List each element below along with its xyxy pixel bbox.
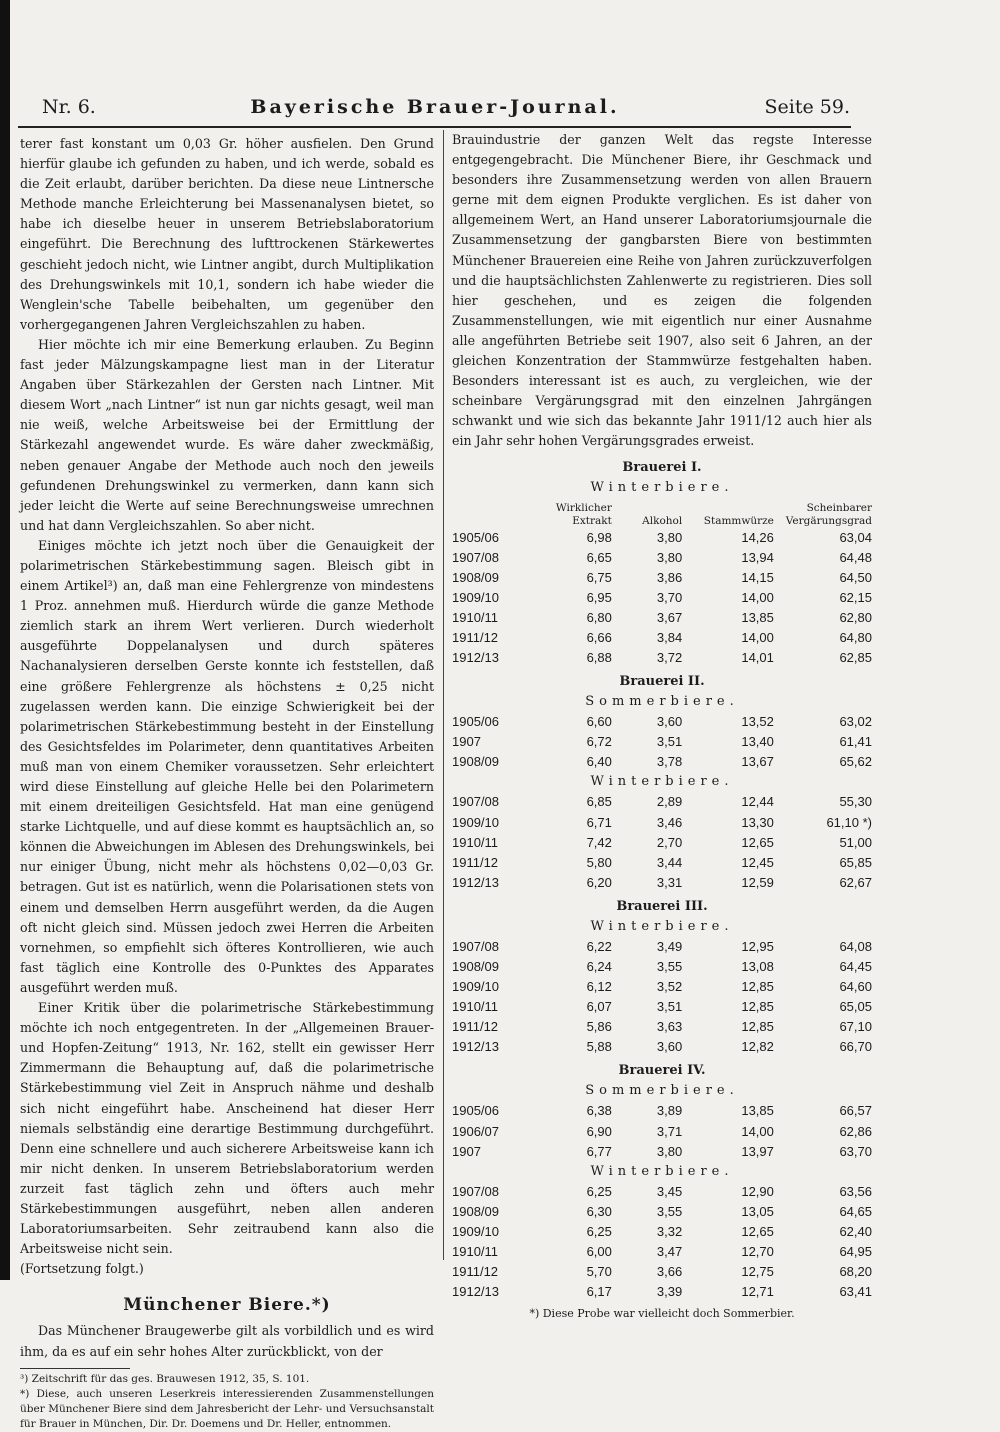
cell-extrakt: 6,71 <box>586 814 612 830</box>
cell-extrakt: 6,72 <box>586 734 612 750</box>
cell-alkohol: 3,51 <box>656 734 683 750</box>
cell-year: 1909/10 <box>452 1223 499 1239</box>
cell-alkohol: 3,49 <box>656 938 683 954</box>
cell-vergaerung: 64,48 <box>839 549 872 565</box>
cell-alkohol: 3,80 <box>656 529 683 545</box>
cell-extrakt: 6,20 <box>586 874 612 890</box>
col-stammwuerze: Stammwürze <box>703 514 774 527</box>
cell-vergaerung: 62,86 <box>839 1123 872 1139</box>
paragraph: terer fast konstant um 0,03 Gr. höher ausfielen. Den Grund hierfür glaube ich gefunden zu haben, und ich werde, sobald es die Zeit erlaubt, darüber berichten. Da diese neue Lintnersche Methode manche Erleichterung bei Massenanalysen bietet, so habe ich dieselbe heuer in unserem Betriebslaboratorium eingeführt. Die Berechnung des lufttrockenen Stärkewertes geschieht jedoch nicht, wie Lintner angibt, durch Multiplikation des Drehungswinkels mit 10,1, sondern ich habe wieder die Wenglein'sche Tabelle beibehalten, um gegenüber den vorhergegangenen Jahren Vergleichszahlen zu haben. <box>20 136 434 332</box>
cell-year: 1906/07 <box>452 1123 499 1139</box>
cell-stammwuerze: 14,00 <box>741 589 774 605</box>
cell-year: 1912/13 <box>452 874 499 890</box>
cell-vergaerung: 64,08 <box>839 938 872 954</box>
brewery-title: Brauerei III. <box>616 898 708 914</box>
cell-stammwuerze: 12,82 <box>741 1039 774 1055</box>
cell-vergaerung: 65,62 <box>839 754 872 770</box>
cell-alkohol: 3,44 <box>656 854 683 870</box>
cell-year: 1907/08 <box>452 938 499 954</box>
cell-stammwuerze: 12,59 <box>741 874 774 890</box>
cell-alkohol: 3,70 <box>656 589 683 605</box>
cell-vergaerung: 63,70 <box>839 1143 872 1159</box>
season-label: Winterbiere. <box>590 774 734 790</box>
journal-title: Bayerische Brauer-Journal. <box>250 96 620 118</box>
cell-vergaerung: 66,70 <box>839 1039 872 1055</box>
cell-stammwuerze: 14,01 <box>741 650 774 666</box>
column-divider <box>443 130 444 1260</box>
cell-stammwuerze: 13,85 <box>741 1103 774 1119</box>
paragraph: Hier möchte ich mir eine Bemerkung erlauben. Zu Beginn fast jeder Mälzungskampagne liest man in der Literatur Angaben über Stärkezahlen der Gersten nach Lintner. Mit diesem Wort „nach Lintner“ ist nun gar nichts gesagt, weil man nie weiß, welche Arbeitsweise bei der Ermittlung der Stärkezahl angewendet wurde. Es wäre daher zweckmäßig, neben genauer Angabe der Methode auch noch den jeweils gefundenen Drehungswinkel zu vermerken, dann kann sich jeder leicht die Werte auf seine Berechnungsweise umrechnen und hat dann Vergleichszahlen. So aber nicht. <box>20 336 434 533</box>
cell-extrakt: 6,95 <box>586 589 612 605</box>
cell-extrakt: 6,98 <box>586 529 612 545</box>
cell-stammwuerze: 13,67 <box>741 754 774 770</box>
cell-stammwuerze: 12,90 <box>741 1183 774 1199</box>
cell-alkohol: 3,84 <box>656 629 683 645</box>
paragraph: Einiges möchte ich jetzt noch über die Genauigkeit der polarimetrischen Stärkebestimmung sagen. Bleisch gibt in einem Artikel³) an, daß man eine Fehlergrenze von mindestens 1 Proz. annehmen muß. Hierdurch würde die ganze Methode ziemlich stark an ihrem Wert verlieren. Durch wiederholt ausgeführte Doppelanalysen und durch späteres Nachanalysieren derselben Gerste konnte ich feststellen, daß eine größere Fehlergrenze als höchstens ± 0,25 nicht zugelassen werden kann. Die einzige Schwierigkeit bei der polarimetrischen Stärkebestimmung besteht in der Einstellung des Gesichtsfeldes im Polarimeter, denn quantitatives Arbeiten muß man von einem Chemiker voraussetzen. Sehr erleichtert wird diese Einstellung auf gleiche Helle bei den Polarimetern mit einem dreiteiligen Gesichtsfeld. Hat man eine genügend starke Lichtquelle, und auf diese kommt es hauptsächlich an, so können die Abweichungen im Ablesen des Drehungswinkels, bei nur einiger Übung, nicht mehr als höchstens 0,02—0,03 Gr. betragen. Gut ist es natürlich, wenn die Polarisationen stets von einem und demselben Herrn ausgeführt werden, da die Augen oft nicht gleich sind. Müssen jedoch zwei Herren die Arbeiten vornehmen, so empfiehlt sich öfteres Kontrollieren, wie auch fast täglich eine Kontrolle des 0-Punktes des Apparates ausgeführt werden muß. <box>20 537 434 995</box>
beer-table <box>452 498 872 669</box>
table-row <box>452 1122 872 1142</box>
table-row <box>452 1142 872 1162</box>
cell-extrakt: 6,77 <box>586 1143 612 1159</box>
cell-year: 1909/10 <box>452 979 499 995</box>
table-row <box>452 1202 872 1222</box>
table-row <box>452 873 872 893</box>
cell-year: 1911/12 <box>452 629 499 645</box>
paragraph: Brauindustrie der ganzen Welt das regste Interesse entgegengebracht. Die Münchener Biere, ihr Geschmack und besonders ihre Zusammensetzung werden von allen Brauern gerne mit dem eignen Produkte verglichen. Es ist daher von allgemeinem Wert, an Hand unserer Laboratoriumsjournale die Zusammensetzung der gangbarsten Biere von bestimmten Münchener Brauereien eine Reihe von Jahren zurückzuverfolgen und die hauptsächlichsten Zahlenwerte zu registrieren. Dies soll hier geschehen, und es zeigen die folgenden Zusammenstellungen, wie mit eigentlich nur einer Ausnahme alle angeführten Betriebe seit 1907, also seit 6 Jahren, an der gleichen Konzentration der Stammwürze festgehalten haben. Besonders interessant ist es auch, zu vergleichen, wie der scheinbare Vergärungsgrad mit den einzelnen Jahrgängen schwankt und wie sich das bekannte Jahr 1911/12 auch hier als ein Jahr sehr hohen Vergärungsgrades erweist. <box>452 132 872 449</box>
cell-year: 1912/13 <box>452 650 499 666</box>
cell-extrakt: 5,88 <box>586 1039 612 1055</box>
cell-vergaerung: 64,50 <box>839 569 872 585</box>
cell-alkohol: 3,46 <box>656 814 683 830</box>
table-footnote: *) Diese Probe war vielleicht doch Sommerbier. <box>529 1307 795 1321</box>
table-row <box>452 833 872 853</box>
cell-extrakt: 6,60 <box>586 714 612 730</box>
cell-stammwuerze: 12,85 <box>741 979 774 995</box>
cell-stammwuerze: 12,75 <box>741 1264 774 1280</box>
cell-stammwuerze: 14,00 <box>741 1123 774 1139</box>
cell-extrakt: 6,30 <box>586 1203 612 1219</box>
cell-alkohol: 3,78 <box>656 754 683 770</box>
cell-stammwuerze: 12,44 <box>741 794 774 810</box>
cell-vergaerung: 61,41 <box>839 734 872 750</box>
cell-year: 1907/08 <box>452 794 499 810</box>
cell-extrakt: 5,86 <box>586 1019 612 1035</box>
season-label: Sommerbiere. <box>585 694 739 710</box>
cell-stammwuerze: 13,97 <box>741 1143 774 1159</box>
table-row <box>452 528 872 548</box>
cell-stammwuerze: 12,45 <box>741 854 774 870</box>
cell-extrakt: 6,75 <box>586 569 612 585</box>
cell-alkohol: 3,51 <box>656 999 683 1015</box>
cell-extrakt: 6,40 <box>586 754 612 770</box>
cell-year: 1908/09 <box>452 1203 499 1219</box>
table-row <box>452 957 872 977</box>
cell-stammwuerze: 12,85 <box>741 1019 774 1035</box>
table-row <box>452 937 872 957</box>
cell-year: 1912/13 <box>452 1284 499 1300</box>
cell-vergaerung: 64,45 <box>839 959 872 974</box>
cell-vergaerung: 63,04 <box>839 529 872 545</box>
cell-alkohol: 3,89 <box>656 1103 683 1119</box>
cell-vergaerung: 65,85 <box>839 854 872 870</box>
cell-stammwuerze: 13,08 <box>741 959 774 974</box>
beer-table <box>452 937 872 1058</box>
cell-vergaerung: 65,05 <box>839 999 872 1015</box>
cell-alkohol: 3,39 <box>656 1284 683 1300</box>
paragraph: Das Münchener Braugewerbe gilt als vorbildlich und es wird ihm, da es auf ein sehr hohes Alter zurückblickt, von der <box>20 1323 434 1359</box>
cell-vergaerung: 62,15 <box>839 589 872 605</box>
cell-vergaerung: 66,57 <box>839 1103 872 1119</box>
cell-extrakt: 6,00 <box>586 1244 612 1260</box>
cell-stammwuerze: 12,70 <box>741 1244 774 1260</box>
cell-alkohol: 3,31 <box>656 874 683 890</box>
footnote-rule <box>20 1368 130 1369</box>
table-row <box>452 548 872 568</box>
cell-alkohol: 3,71 <box>656 1123 683 1139</box>
cell-year: 1910/11 <box>452 834 499 850</box>
right-column <box>452 130 872 1324</box>
table-row <box>452 1017 872 1037</box>
cell-alkohol: 3,72 <box>656 650 683 666</box>
season-label: Sommerbiere. <box>585 1083 739 1099</box>
page-number: Seite 59. <box>764 96 850 118</box>
cell-stammwuerze: 13,40 <box>741 734 774 750</box>
season-label: Winterbiere. <box>590 479 734 495</box>
cell-stammwuerze: 12,95 <box>741 938 774 954</box>
cell-extrakt: 6,25 <box>586 1223 612 1239</box>
table-row <box>452 853 872 873</box>
issue-number: Nr. 6. <box>42 96 96 118</box>
beer-table <box>452 1101 872 1161</box>
cell-alkohol: 3,60 <box>656 714 683 730</box>
cell-stammwuerze: 14,00 <box>741 629 774 645</box>
cell-year: 1907/08 <box>452 1183 499 1199</box>
cell-stammwuerze: 14,26 <box>741 529 774 545</box>
table-row <box>452 813 872 833</box>
cell-stammwuerze: 13,05 <box>741 1203 774 1219</box>
brewery-title: Brauerei II. <box>619 674 705 690</box>
cell-vergaerung: 51,00 <box>839 834 872 850</box>
season-label: Winterbiere. <box>590 918 734 934</box>
table-row <box>452 732 872 752</box>
cell-extrakt: 6,12 <box>586 979 612 995</box>
table-row <box>452 568 872 588</box>
cell-year: 1905/06 <box>452 714 499 730</box>
cell-alkohol: 3,52 <box>656 979 683 995</box>
table-row <box>452 1222 872 1242</box>
cell-vergaerung: 68,20 <box>839 1264 872 1280</box>
table-row <box>452 1242 872 1262</box>
cell-alkohol: 3,80 <box>656 1143 683 1159</box>
cell-stammwuerze: 13,52 <box>741 714 774 730</box>
cell-extrakt: 6,85 <box>586 794 612 810</box>
cell-year: 1907/08 <box>452 549 499 565</box>
cell-alkohol: 3,55 <box>656 1203 683 1219</box>
table-row <box>452 1282 872 1302</box>
cell-alkohol: 3,86 <box>656 569 683 585</box>
cell-vergaerung: 62,85 <box>839 650 872 666</box>
table-row <box>452 1037 872 1057</box>
cell-extrakt: 6,24 <box>586 959 612 974</box>
cell-year: 1911/12 <box>452 1019 499 1035</box>
table-row <box>452 1182 872 1202</box>
table-row <box>452 977 872 997</box>
beer-table <box>452 792 872 892</box>
cell-extrakt: 6,88 <box>586 650 612 666</box>
cell-vergaerung: 55,30 <box>839 794 872 810</box>
cell-stammwuerze: 12,85 <box>741 999 774 1015</box>
cell-vergaerung: 62,67 <box>839 874 872 890</box>
cell-alkohol: 3,47 <box>656 1244 683 1260</box>
cell-alkohol: 3,66 <box>656 1264 683 1280</box>
cell-extrakt: 5,80 <box>586 854 612 870</box>
cell-extrakt: 6,07 <box>586 999 612 1015</box>
cell-stammwuerze: 13,94 <box>741 549 774 565</box>
table-row <box>452 997 872 1017</box>
cell-extrakt: 6,25 <box>586 1183 612 1199</box>
paragraph: Einer Kritik über die polarimetrische Stärkebestimmung möchte ich noch entgegentreten. In der „Allgemeinen Brauer- und Hopfen-Zeitung“ 1913, Nr. 162, stellt ein gewisser Herr Zimmermann die Behauptung auf, daß die polarimetrische Stärkebestimmung viel Zeit in Anspruch nähme und deshalb sich nicht eingeführt habe. Anscheinend hat dieser Herr niemals selbständig eine derartige Bestimmung durchgeführt. Denn eine schnellere und auch sicherere Arbeitsweise kann ich mir nicht denken. In unserem Betriebslaboratorium werden zurzeit fast täglich zehn und öfters auch mehr Stärkebestimmungen ausgeführt, neben allen anderen Laboratoriumsarbeiten. Sehr zeitraubend kann also die Arbeitsweise nicht sein. <box>20 1000 434 1257</box>
cell-vergaerung: 63,56 <box>839 1183 872 1199</box>
cell-alkohol: 3,60 <box>656 1039 683 1055</box>
cell-year: 1908/09 <box>452 754 499 770</box>
cell-vergaerung: 67,10 <box>839 1019 872 1035</box>
section-title: Münchener Biere.*) <box>123 1295 331 1316</box>
cell-alkohol: 3,80 <box>656 549 683 565</box>
beer-table <box>452 712 872 772</box>
cell-extrakt: 6,22 <box>586 938 612 954</box>
page-header <box>20 96 850 122</box>
header-rule <box>18 126 851 128</box>
cell-year: 1907 <box>452 734 481 750</box>
cell-year: 1911/12 <box>452 854 499 870</box>
left-column <box>20 134 434 1432</box>
season-label: Winterbiere. <box>590 1163 734 1179</box>
cell-alkohol: 3,63 <box>656 1019 683 1035</box>
cell-alkohol: 3,32 <box>656 1223 683 1239</box>
cell-extrakt: 6,80 <box>586 609 612 625</box>
cell-alkohol: 3,45 <box>656 1183 683 1199</box>
cell-year: 1911/12 <box>452 1264 499 1280</box>
cell-year: 1910/11 <box>452 609 499 625</box>
cell-extrakt: 7,42 <box>586 834 612 850</box>
cell-stammwuerze: 14,15 <box>741 569 774 585</box>
table-row <box>452 792 872 812</box>
beer-table <box>452 1182 872 1303</box>
cell-vergaerung: 64,60 <box>839 979 872 995</box>
cell-year: 1910/11 <box>452 1244 499 1260</box>
table-row <box>452 628 872 648</box>
cell-year: 1905/06 <box>452 1103 499 1119</box>
cell-vergaerung: 61,10 *) <box>826 814 872 830</box>
cell-stammwuerze: 13,30 <box>741 814 774 830</box>
cell-vergaerung: 63,02 <box>839 714 872 730</box>
col-alkohol: Alkohol <box>642 514 683 527</box>
col-vergaerung: Scheinbarer Vergärungsgrad <box>785 501 872 527</box>
cell-vergaerung: 64,80 <box>839 629 872 645</box>
footnote: ³) Zeitschrift für das ges. Brauwesen 1912, 35, S. 101. <box>20 1372 310 1385</box>
cell-year: 1905/06 <box>452 529 499 545</box>
cell-year: 1909/10 <box>452 814 499 830</box>
table-row <box>452 608 872 628</box>
cell-year: 1908/09 <box>452 959 499 974</box>
table-row <box>452 1262 872 1282</box>
col-extrakt: Wirklicher Extrakt <box>555 501 612 527</box>
cell-year: 1908/09 <box>452 569 499 585</box>
cell-vergaerung: 62,80 <box>839 609 872 625</box>
cell-vergaerung: 63,41 <box>839 1284 872 1300</box>
cell-vergaerung: 64,65 <box>839 1203 872 1219</box>
brewery-title: Brauerei I. <box>622 459 702 475</box>
cell-extrakt: 6,66 <box>586 629 612 645</box>
page-edge <box>0 0 10 1280</box>
cell-stammwuerze: 13,85 <box>741 609 774 625</box>
cell-extrakt: 6,38 <box>586 1103 612 1119</box>
table-row <box>452 712 872 732</box>
cell-stammwuerze: 12,65 <box>741 834 774 850</box>
cell-extrakt: 5,70 <box>586 1264 612 1280</box>
cell-alkohol: 2,70 <box>656 834 683 850</box>
cell-extrakt: 6,90 <box>586 1123 612 1139</box>
cell-alkohol: 2,89 <box>656 794 683 810</box>
cell-year: 1907 <box>452 1143 481 1159</box>
table-row <box>452 1101 872 1121</box>
cell-vergaerung: 64,95 <box>839 1244 872 1260</box>
cell-vergaerung: 62,40 <box>839 1223 872 1239</box>
continuation-note: (Fortsetzung folgt.) <box>20 1261 144 1277</box>
cell-alkohol: 3,55 <box>656 959 683 974</box>
brewery-title: Brauerei IV. <box>618 1063 706 1079</box>
cell-year: 1909/10 <box>452 589 499 605</box>
cell-stammwuerze: 12,71 <box>741 1284 774 1300</box>
footnote: *) Diese, auch unseren Leserkreis interessierenden Zusammenstellungen über Münchener Biere sind dem Jahresbericht der Lehr- und Versuchsanstalt für Brauer in München, Dir. Dr. Doemens und Dr. Heller, entnommen. <box>20 1387 434 1430</box>
cell-alkohol: 3,67 <box>656 609 683 625</box>
table-row <box>452 752 872 772</box>
table-row <box>452 588 872 608</box>
cell-extrakt: 6,65 <box>586 549 612 565</box>
table-header-row <box>452 498 872 528</box>
cell-extrakt: 6,17 <box>586 1284 612 1300</box>
cell-year: 1912/13 <box>452 1039 499 1055</box>
cell-stammwuerze: 12,65 <box>741 1223 774 1239</box>
cell-year: 1910/11 <box>452 999 499 1015</box>
table-row <box>452 648 872 668</box>
